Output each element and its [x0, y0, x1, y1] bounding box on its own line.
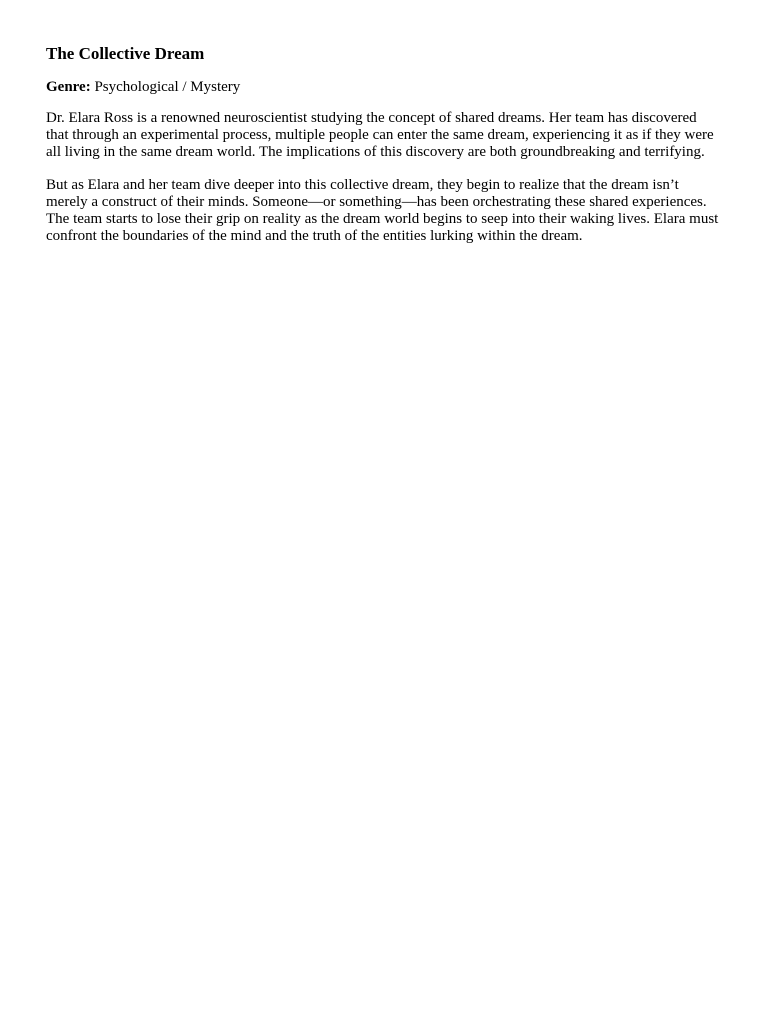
- genre-label: Genre:: [46, 79, 91, 95]
- synopsis-paragraph-1: Dr. Elara Ross is a renowned neuroscientist studying the concept of shared dreams. Her team has discovered that through an experimental process, multiple people can enter the same dream, experiencing it as if they were all living in the same dream world. The implications of this discovery are both groundbreaking and terrifying.: [46, 110, 714, 160]
- document-title: The Collective Dream: [46, 44, 205, 63]
- genre-line: [46, 78, 722, 96]
- document-page: [46, 44, 722, 245]
- synopsis-paragraph-2: But as Elara and her team dive deeper into this collective dream, they begin to realize that the dream isn’t merely a construct of their minds. Someone—or something—has been orchestrating these shared experiences. The team starts to lose their grip on reality as the dream world begins to seep into their waking lives. Elara must confront the boundaries of the mind and the truth of the entities lurking within the dream.: [46, 177, 719, 244]
- genre-value: Psychological / Mystery: [94, 79, 241, 95]
